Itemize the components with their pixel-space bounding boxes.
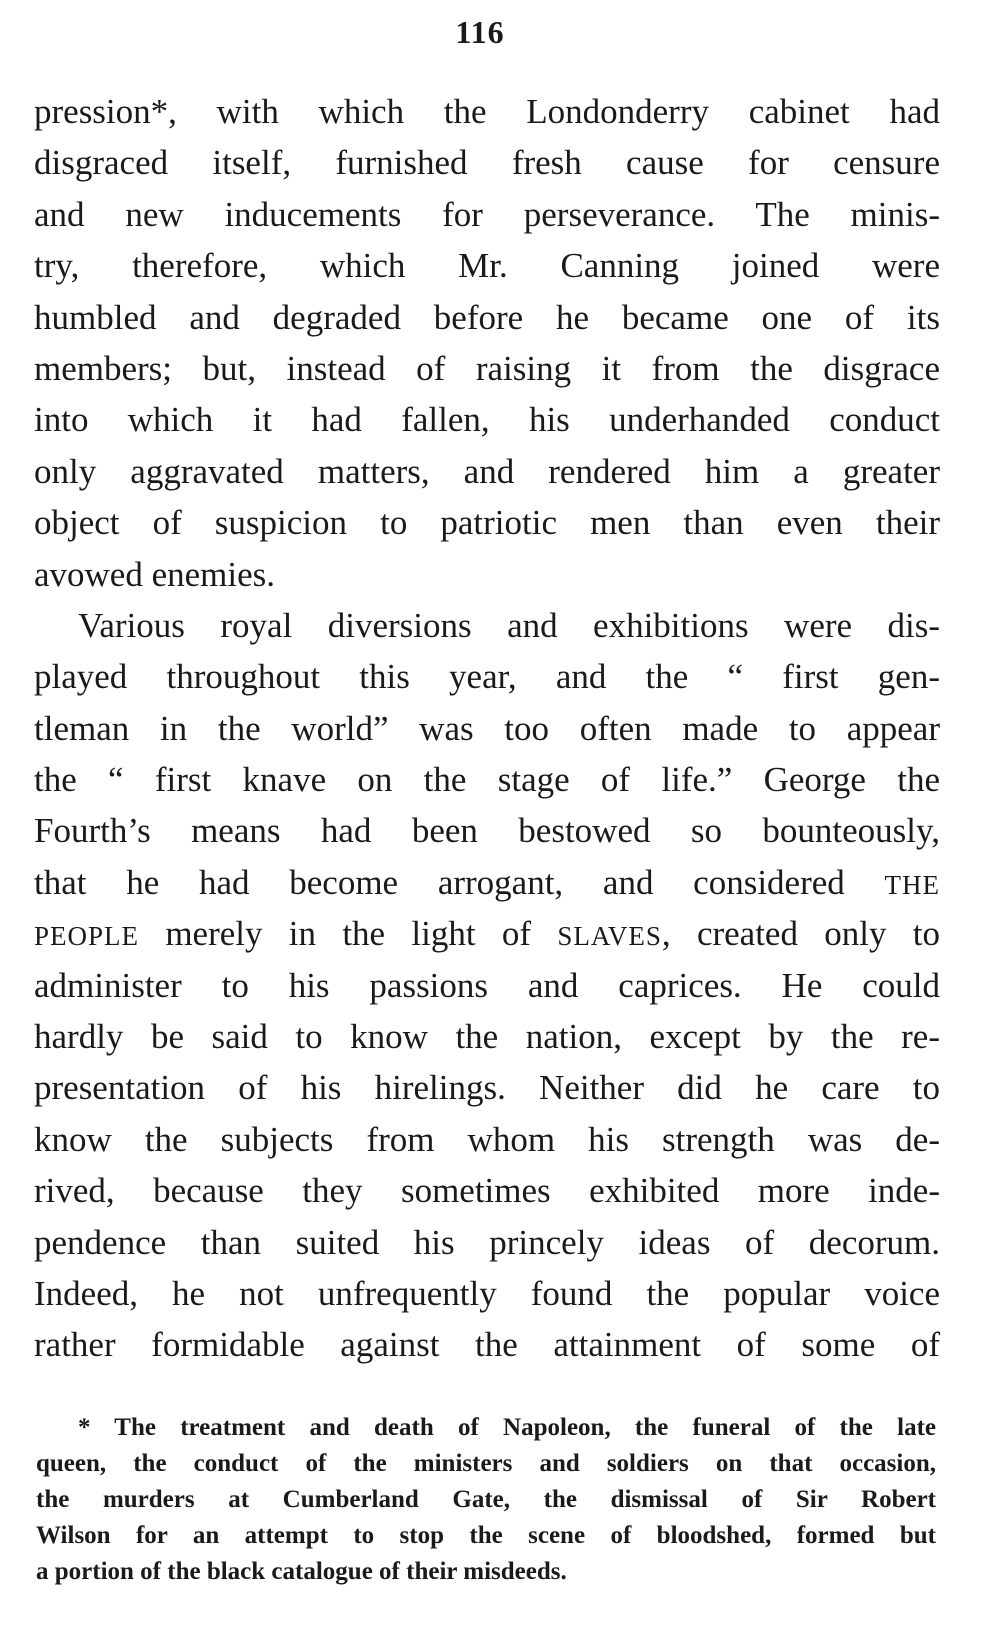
body-line: into which it had fallen, his underhanded conduct — [34, 400, 940, 440]
body-line: know the subjects from whom his strength was de- — [34, 1119, 940, 1159]
footnote — [36, 1410, 936, 1590]
footnote-line: the murders at Cumberland Gate, the dismissal of Sir Robert — [36, 1486, 936, 1513]
footnote-line: a portion of the black catalogue of their misdeeds. — [36, 1558, 567, 1585]
smallcaps-word: THE — [884, 869, 940, 900]
body-line-segment: that he had become arrogant, and considered — [34, 862, 845, 902]
body-line: tleman in the world” was too often made to appear — [34, 708, 940, 748]
body-line: humbled and degraded before he became one of its — [34, 297, 940, 337]
body-line-segment: merely in the light of — [165, 914, 532, 954]
body-line-segment: , created only to — [661, 914, 941, 954]
body-line: disgraced itself, furnished fresh cause for censure — [34, 143, 940, 183]
body-line: try, therefore, which Mr. Canning joined were — [34, 246, 940, 286]
body-line: Indeed, he not unfrequently found the popular voice — [34, 1273, 940, 1313]
footnote-line: queen, the conduct of the ministers and soldiers on that occasion, — [36, 1450, 936, 1477]
smallcaps-word: SLAVES — [557, 921, 662, 952]
body-line: and new inducements for perseverance. The minis- — [34, 194, 940, 234]
body-line-mixed — [34, 908, 940, 959]
body-line: rather formidable against the attainment of some of — [34, 1325, 940, 1365]
body-line: hardly be said to know the nation, except by the re- — [34, 1017, 940, 1057]
body-text — [34, 86, 940, 1371]
body-line: members; but, instead of raising it from the disgrace — [34, 348, 940, 388]
body-line: avowed enemies. — [34, 554, 276, 594]
body-line: Fourth’s means had been bestowed so bounteously, — [34, 811, 940, 851]
paragraph-start-line: Various royal diversions and exhibitions were dis- — [78, 605, 940, 645]
footnote-line: Wilson for an attempt to stop the scene of bloodshed, formed but — [36, 1522, 936, 1549]
body-line: pendence than suited his princely ideas of decorum. — [34, 1222, 940, 1262]
body-line-mixed — [34, 857, 940, 908]
body-line: the “ first knave on the stage of life.” George the — [34, 760, 940, 800]
footnote-line: * The treatment and death of Napoleon, the funeral of the late — [78, 1414, 936, 1441]
body-line: pression*, with which the Londonderry cabinet had — [34, 92, 940, 131]
body-line: object of suspicion to patriotic men than even their — [34, 503, 940, 543]
body-line: played throughout this year, and the “ first gen- — [34, 657, 940, 697]
body-line: administer to his passions and caprices. He could — [34, 965, 940, 1005]
smallcaps-word: PEOPLE — [34, 921, 140, 952]
body-line: presentation of his hirelings. Neither did he care to — [34, 1068, 940, 1108]
page-number: 116 — [455, 14, 505, 50]
body-line: rived, because they sometimes exhibited more inde- — [34, 1171, 940, 1211]
body-line: only aggravated matters, and rendered him a greater — [34, 451, 940, 491]
